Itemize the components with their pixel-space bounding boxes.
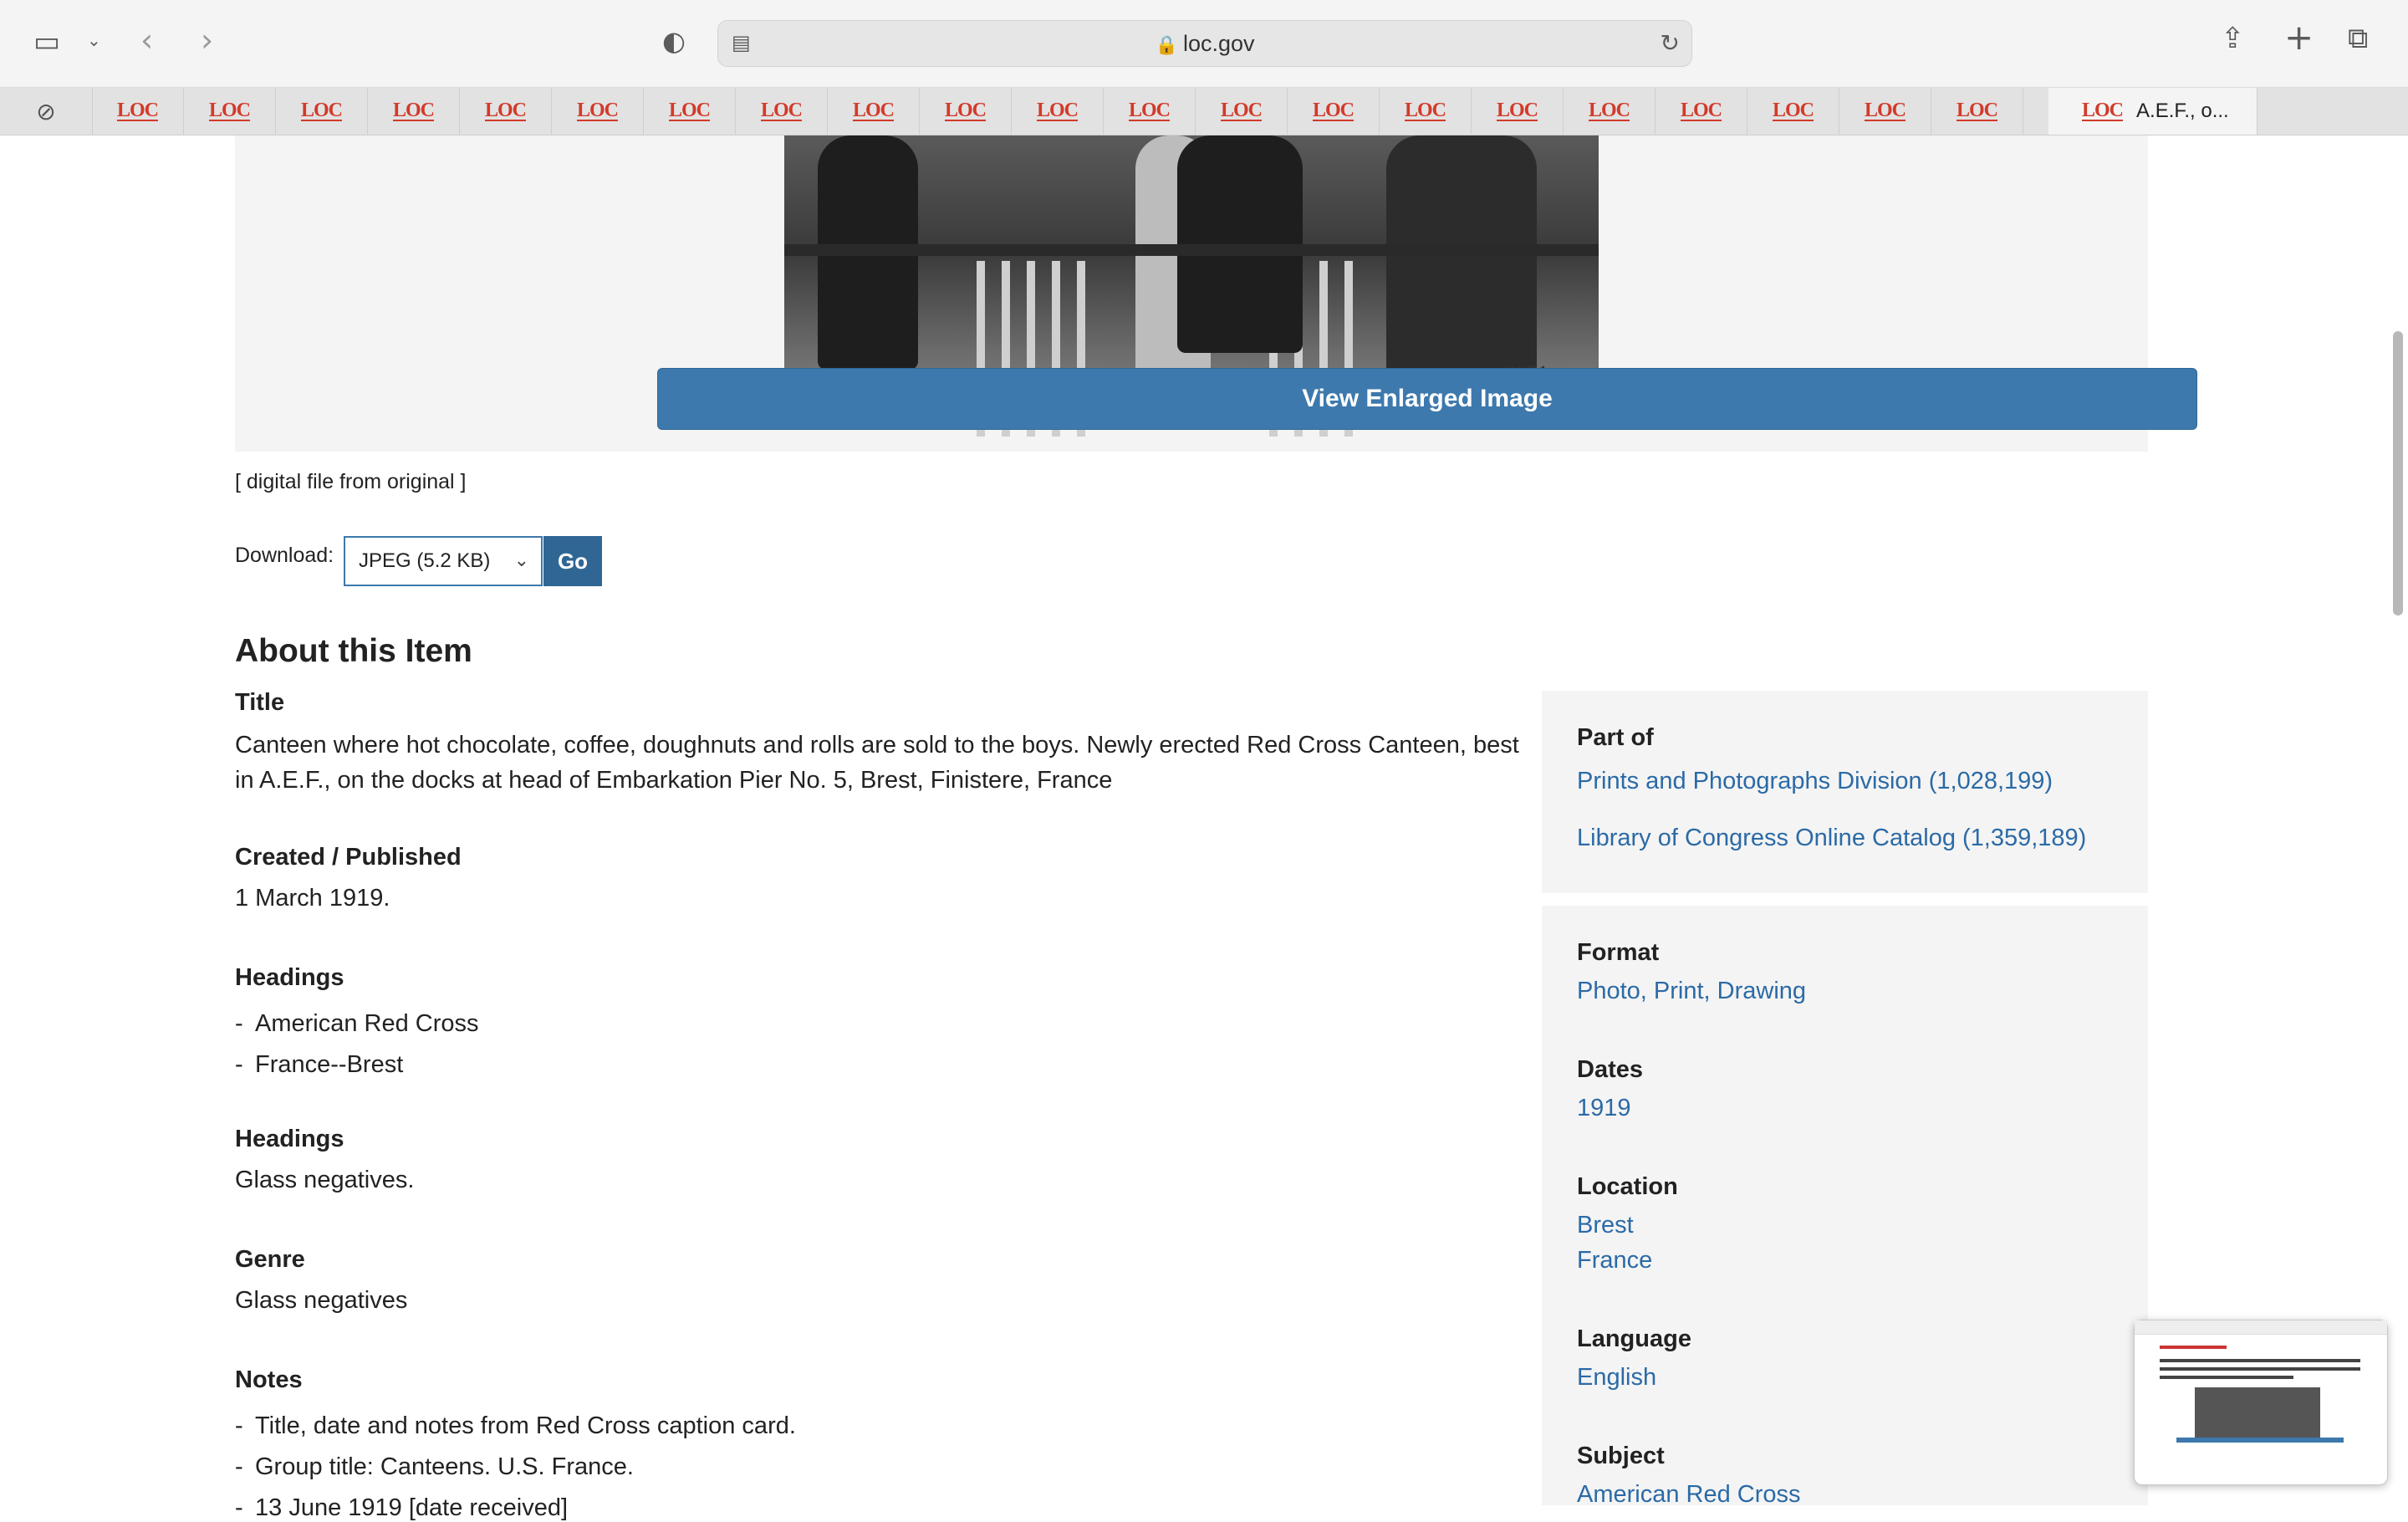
forward-icon[interactable]: › [201, 22, 214, 59]
dates-heading: Dates [1577, 1056, 1643, 1083]
loc-logo-icon: LOC [1956, 100, 1997, 121]
reload-icon[interactable]: ↻ [1660, 29, 1680, 57]
tab-loc[interactable] [1380, 88, 1472, 135]
tab-loc[interactable] [1196, 88, 1288, 135]
compass-icon: ⊘ [36, 97, 56, 125]
title-heading: Title [235, 689, 285, 716]
language-link[interactable]: English [1577, 1364, 1657, 1391]
download-go-button[interactable]: Go [543, 536, 602, 586]
tab-loc[interactable] [644, 88, 736, 135]
tab-loc[interactable] [920, 88, 1012, 135]
view-enlarged-image-button[interactable]: View Enlarged Image [657, 368, 2197, 430]
part-of-link[interactable]: Prints and Photographs Division (1,028,199) [1577, 768, 2053, 794]
dates-link[interactable]: 1919 [1577, 1095, 1631, 1121]
subject-link[interactable]: American Red Cross [1577, 1481, 1801, 1508]
tab-loc[interactable] [1931, 88, 2023, 135]
page-content [0, 135, 2408, 1521]
genre-heading: Genre [235, 1246, 305, 1273]
loc-logo-icon: LOC [1496, 100, 1538, 121]
loc-logo-icon: LOC [1312, 100, 1354, 121]
image-caption: [ digital file from original ] [235, 470, 467, 493]
headings-heading: Headings [235, 1126, 344, 1152]
back-icon[interactable]: ‹ [140, 22, 154, 59]
tab-loc[interactable] [1288, 88, 1380, 135]
headings-text: Glass negatives. [235, 1167, 415, 1193]
list-item: - 13 June 1919 [date received] [235, 1494, 569, 1521]
about-heading: About this Item [235, 633, 472, 669]
loc-logo-icon: LOC [392, 100, 434, 121]
part-of-link[interactable]: Library of Congress Online Catalog (1,359,189) [1577, 825, 2087, 851]
subject-heading: Subject [1577, 1443, 1665, 1469]
tab-overview-icon[interactable]: ⧉ [2348, 22, 2369, 55]
loc-logo-icon: LOC [1588, 100, 1630, 121]
loc-logo-icon: LOC [300, 100, 342, 121]
privacy-shield-icon[interactable]: ◐ [662, 25, 686, 57]
format-link[interactable]: Photo, Print, Drawing [1577, 978, 1807, 1004]
location-heading: Location [1577, 1173, 1678, 1200]
list-item: - Group title: Canteens. U.S. France. [235, 1453, 634, 1480]
image-panel [235, 135, 2148, 452]
loc-logo-icon: LOC [1404, 100, 1446, 121]
list-item: - France--Brest [235, 1051, 404, 1078]
loc-logo-icon: LOC [116, 100, 158, 121]
tab-loc[interactable] [552, 88, 644, 135]
loc-logo-icon: LOC [1036, 100, 1078, 121]
page-thumbnail-preview[interactable] [2134, 1320, 2388, 1485]
language-heading: Language [1577, 1325, 1691, 1352]
title-text: Canteen where hot chocolate, coffee, doughnuts and rolls are sold to the boys. Newly erected Red Cross Canteen, best in A.E.F., on the docks at head of Embarkation Pier No. 5, Brest, Finistere, France [235, 732, 1519, 794]
loc-logo-icon: LOC [1680, 100, 1722, 121]
headings-heading: Headings [235, 964, 344, 991]
tab-active[interactable] [2048, 88, 2258, 135]
tab-loc[interactable] [1656, 88, 1747, 135]
location-link[interactable]: France [1577, 1247, 1653, 1274]
loc-logo-icon: LOC [760, 100, 802, 121]
list-item: - Title, date and notes from Red Cross caption card. [235, 1412, 796, 1439]
tab-loc[interactable] [184, 88, 276, 135]
download-format-value: JPEG (5.2 KB) [359, 549, 491, 572]
browser-toolbar [0, 0, 2408, 88]
loc-logo-icon: LOC [852, 100, 894, 121]
reader-icon[interactable]: ▤ [732, 31, 751, 54]
tab-loc[interactable] [1564, 88, 1656, 135]
tab-loc[interactable] [1839, 88, 1931, 135]
tab-loc[interactable] [460, 88, 552, 135]
tab-loc[interactable] [276, 88, 368, 135]
tab-loc[interactable] [828, 88, 920, 135]
loc-logo-icon: LOC [1772, 100, 1814, 121]
part-of-heading: Part of [1577, 724, 1654, 751]
tab-title: A.E.F., o... [2136, 100, 2229, 122]
tab-compass[interactable] [0, 88, 93, 135]
lock-icon: 🔒 [1155, 34, 1183, 55]
new-tab-icon[interactable]: + [2284, 17, 2314, 58]
page-scrollbar[interactable] [2393, 331, 2403, 615]
part-of-box [1542, 691, 2148, 893]
tab-loc[interactable] [1104, 88, 1196, 135]
tab-loc[interactable] [1472, 88, 1564, 135]
loc-logo-icon: LOC [1128, 100, 1170, 121]
location-link[interactable]: Brest [1577, 1212, 1634, 1239]
share-icon[interactable]: ⇪ [2221, 22, 2245, 55]
format-heading: Format [1577, 939, 1660, 966]
genre-text: Glass negatives [235, 1287, 408, 1314]
loc-logo-icon: LOC [484, 100, 526, 121]
url-text: loc.gov [1182, 31, 1255, 56]
tab-bar [0, 88, 2408, 135]
loc-logo-icon: LOC [2082, 100, 2124, 121]
loc-logo-icon: LOC [944, 100, 986, 121]
address-bar[interactable] [717, 20, 1692, 67]
tab-loc[interactable] [1012, 88, 1104, 135]
notes-heading: Notes [235, 1366, 303, 1393]
chevron-down-icon[interactable]: ⌄ [87, 30, 101, 50]
loc-logo-icon: LOC [1220, 100, 1262, 121]
tab-loc[interactable] [92, 88, 184, 135]
facets-box [1542, 906, 2148, 1508]
tab-loc[interactable] [736, 88, 828, 135]
tab-loc[interactable] [368, 88, 460, 135]
loc-logo-icon: LOC [668, 100, 710, 121]
created-text: 1 March 1919. [235, 885, 390, 912]
created-heading: Created / Published [235, 844, 462, 871]
download-label: Download: [235, 544, 334, 567]
loc-logo-icon: LOC [208, 100, 250, 121]
chevron-down-icon: ⌄ [513, 550, 529, 571]
tab-loc[interactable] [1747, 88, 1839, 135]
loc-logo-icon: LOC [1864, 100, 1905, 121]
download-format-select[interactable] [344, 536, 543, 586]
list-item: - American Red Cross [235, 1010, 479, 1037]
sidebar-toggle-icon[interactable]: ▭ [33, 25, 61, 59]
loc-logo-icon: LOC [576, 100, 618, 121]
